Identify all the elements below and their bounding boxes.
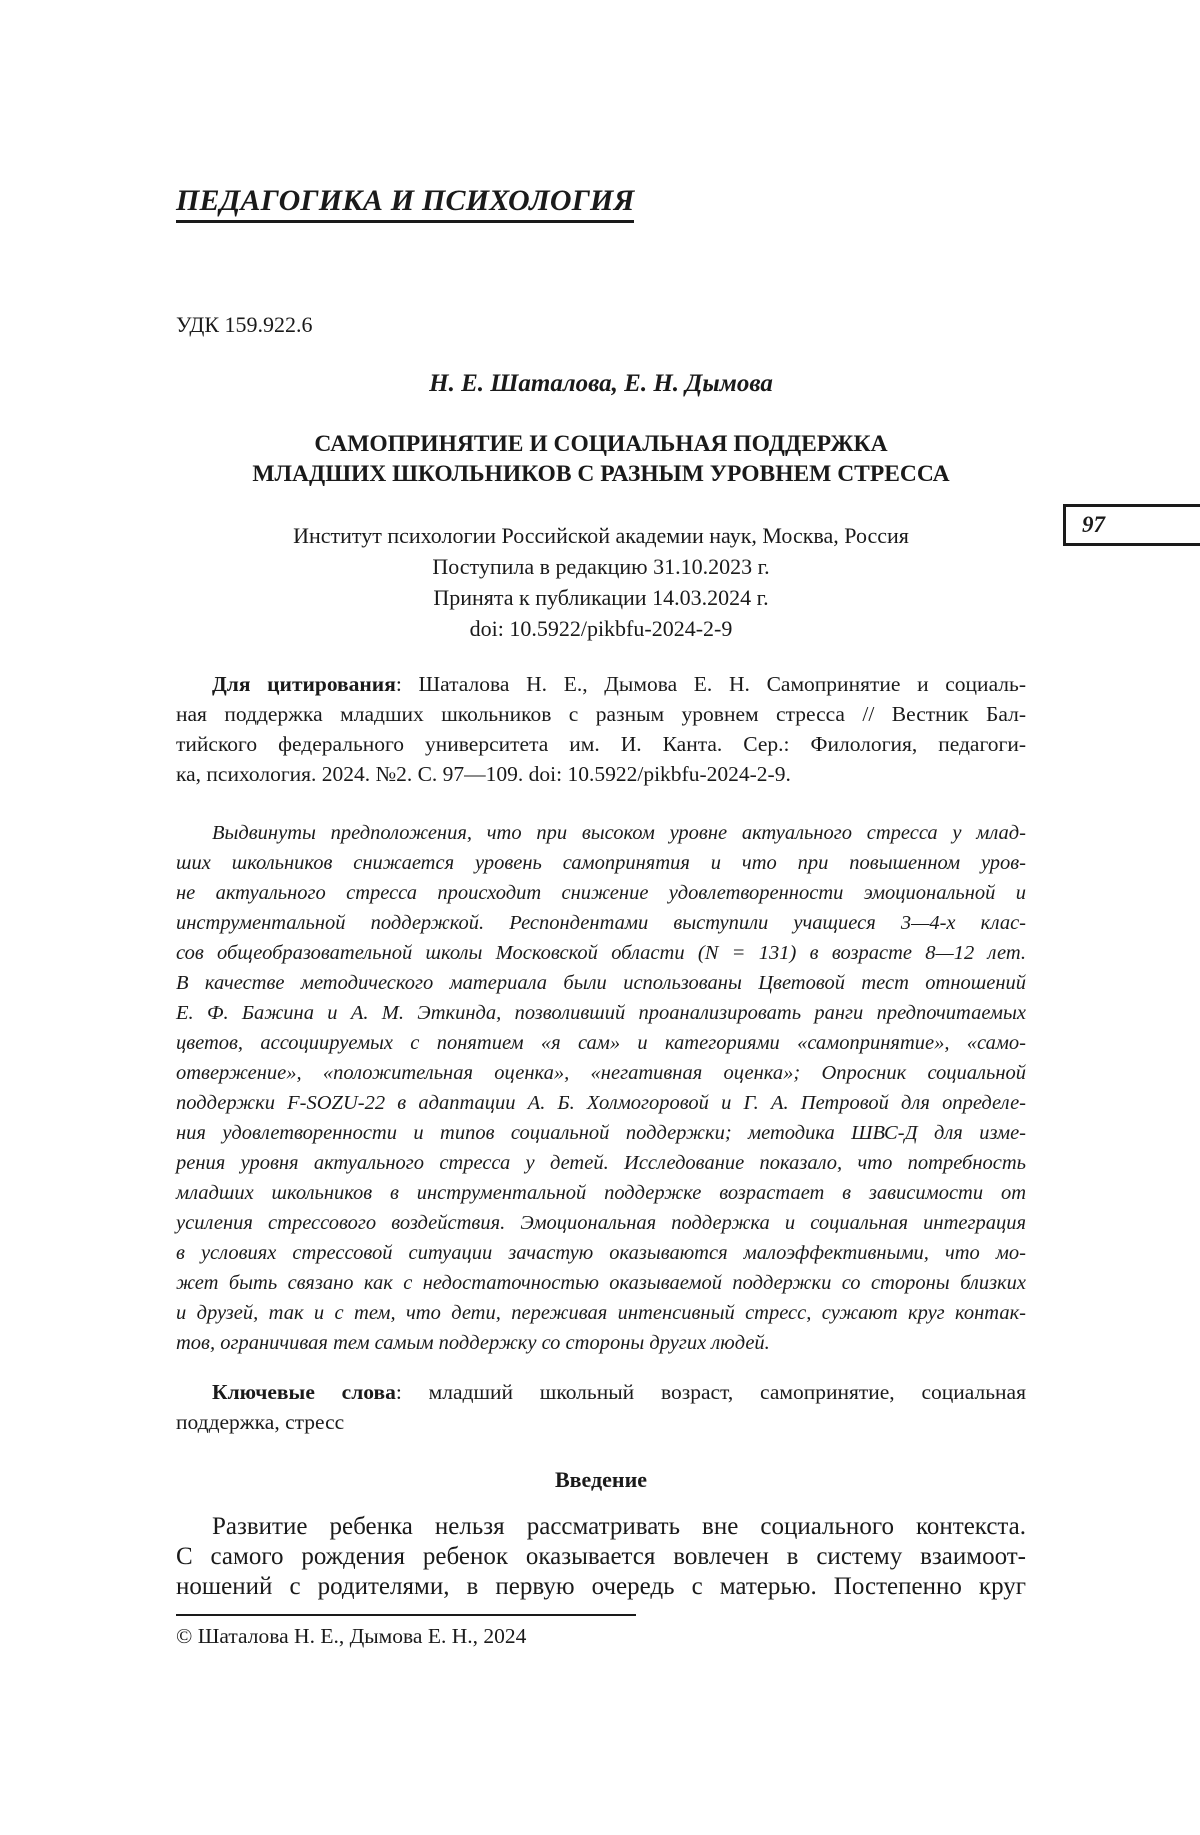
abstract-line: сов общеобразовательной школы Московской области (N = 131) в возрасте 8—12 лет. (176, 942, 1026, 964)
abstract-line: Выдвинуты предположения, что при высоком уровне актуального стресса у млад- (212, 822, 1026, 844)
page-number-tab (1063, 504, 1200, 546)
citation-line: ка, психология. 2024. №2. С. 97—109. doi: 10.5922/pikbfu-2024-2-9. (176, 762, 791, 786)
keywords-text: : младший школьный возраст, самопринятие, социальная (395, 1380, 1026, 1404)
intro-line: С самого рождения ребенок оказывается вовлечен в систему взаимоот- (176, 1543, 1026, 1570)
citation-label: Для цитирования (212, 672, 396, 696)
citation-line: ная поддержка младших школьников с разным уровнем стресса // Вестник Бал- (176, 702, 1026, 726)
received-date: Поступила в редакцию 31.10.2023 г. (432, 554, 770, 579)
keywords-line (176, 1377, 1026, 1407)
intro-text (176, 1512, 1026, 1602)
abstract-line: инструментальной поддержкой. Респондентами выступили учащиеся 3—4-х клас- (176, 912, 1026, 934)
abstract-line: рения уровня актуального стресса у детей. Исследование показало, что потребность (176, 1152, 1026, 1174)
citation-block (176, 669, 1026, 789)
abstract-line: и друзей, так и с тем, что дети, переживая интенсивный стресс, сужают круг контак- (176, 1302, 1026, 1324)
abstract-line: поддержки F-SOZU-22 в адаптации А. Б. Холмогоровой и Г. А. Петровой для определе- (176, 1092, 1026, 1114)
affiliation: Институт психологии Российской академии наук, Москва, Россия (293, 523, 909, 548)
abstract-line: ния удовлетворенности и типов социальной поддержки; методика ШВС-Д для изме- (176, 1122, 1026, 1144)
abstract-line: младших школьников в инструментальной поддержке возрастает в зависимости от (176, 1182, 1026, 1204)
page-number: 97 (1082, 512, 1105, 537)
article-title-line: МЛАДШИХ ШКОЛЬНИКОВ С РАЗНЫМ УРОВНЕМ СТРЕССА (252, 461, 950, 487)
abstract-line: усиления стрессового воздействия. Эмоциональная поддержка и социальная интеграция (176, 1212, 1026, 1234)
abstract-line: В качестве методического материала были использованы Цветовой тест отношений (176, 972, 1026, 994)
abstract-line: в условиях стрессовой ситуации зачастую оказываются малоэффективными, что мо- (176, 1242, 1026, 1264)
doi: doi: 10.5922/pikbfu-2024-2-9 (469, 616, 733, 641)
abstract-line: Е. Ф. Бажина и А. М. Эткинда, позволивший проанализировать ранги предпочитаемых (176, 1002, 1026, 1024)
abstract-line: ших школьников снижается уровень самопринятия и что при повышенном уров- (176, 852, 1026, 874)
intro-line: Развитие ребенка нельзя рассматривать вне социального контекста. (212, 1513, 1026, 1540)
article-title-line: САМОПРИНЯТИЕ И СОЦИАЛЬНАЯ ПОДДЕРЖКА (314, 431, 888, 457)
abstract-line: отвержение», «положительная оценка», «негативная оценка»; Опросник социальной (176, 1062, 1026, 1084)
udk-code: УДК 159.922.6 (176, 312, 313, 337)
copyright-footnote: © Шаталова Н. Е., Дымова Е. Н., 2024 (176, 1624, 527, 1648)
accepted-date: Принята к публикации 14.03.2024 г. (433, 585, 769, 610)
keywords-line: поддержка, стресс (176, 1410, 345, 1434)
section-title: ПЕДАГОГИКА И ПСИХОЛОГИЯ (176, 184, 634, 223)
abstract-line: цветов, ассоциируемых с понятием «я сам» и категориями «самопринятие», «само- (176, 1032, 1026, 1054)
abstract (176, 818, 1026, 1358)
keywords-label: Ключевые слова (212, 1380, 396, 1404)
authors: Н. Е. Шаталова, Е. Н. Дымова (429, 370, 773, 397)
article-title (176, 429, 1026, 489)
footnote-divider (176, 1614, 636, 1616)
keywords-block (176, 1377, 1026, 1437)
citation-text: : Шаталова Н. Е., Дымова Е. Н. Самопринятие и социаль- (395, 672, 1026, 696)
abstract-line: тов, ограничивая тем самым поддержку со стороны других людей. (176, 1332, 770, 1354)
abstract-line: жет быть связано как с недостаточностью оказываемой поддержки со стороны близких (176, 1272, 1026, 1294)
abstract-line: не актуального стресса происходит снижение удовлетворенности эмоциональной и (176, 882, 1026, 904)
citation-line: тийского федерального университета им. И. Канта. Сер.: Филология, педагоги- (176, 732, 1026, 756)
intro-heading: Введение (554, 1467, 648, 1492)
affiliation-block (176, 520, 1026, 644)
intro-line: ношений с родителями, в первую очередь с матерью. Постепенно круг (176, 1573, 1026, 1600)
citation-line (176, 669, 1026, 699)
